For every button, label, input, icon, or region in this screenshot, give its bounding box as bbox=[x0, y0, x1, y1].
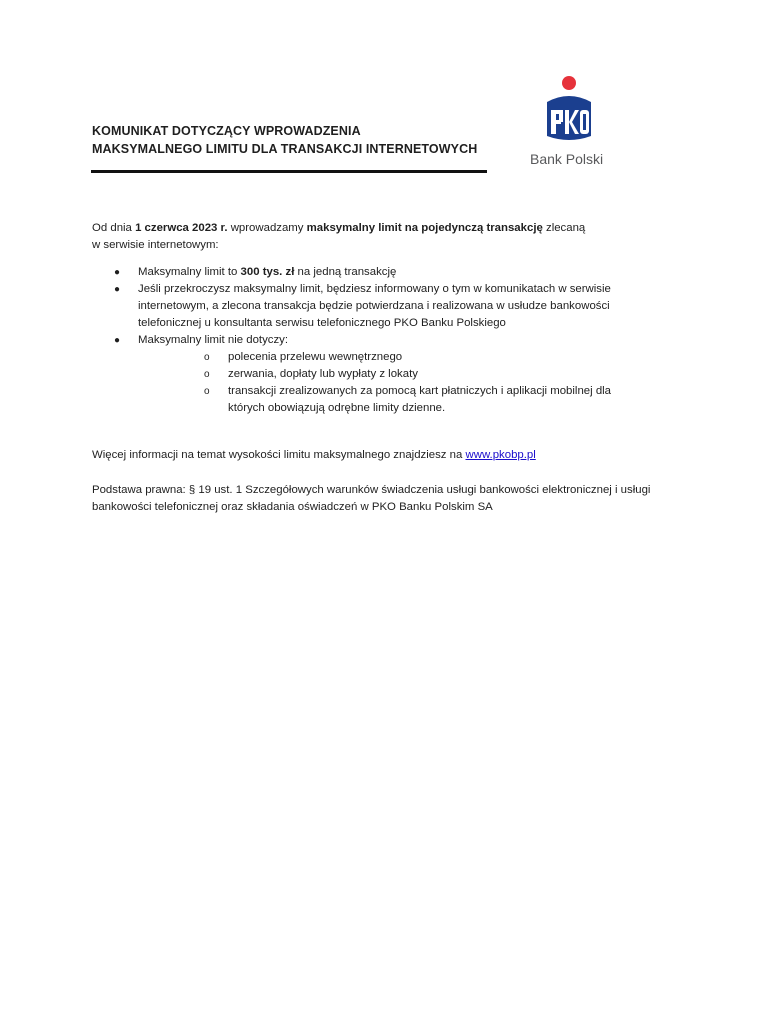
list-item-text: na jedną transakcję bbox=[294, 266, 397, 278]
sub-list-item bbox=[182, 383, 622, 417]
bullet-icon: ● bbox=[114, 335, 121, 346]
sub-list-item bbox=[182, 349, 622, 366]
intro-paragraph bbox=[92, 220, 672, 254]
intro-text: Od dnia bbox=[92, 222, 136, 234]
circle-bullet-icon: o bbox=[204, 386, 210, 397]
intro-limit: maksymalny limit na pojedynczą transakcję bbox=[306, 222, 543, 234]
title-underline bbox=[91, 170, 487, 173]
intro-text: w serwisie internetowym: bbox=[92, 239, 219, 251]
list-item bbox=[92, 264, 672, 281]
legal-basis-paragraph: Podstawa prawna: § 19 ust. 1 Szczegółowych warunków świadczenia usługi bankowości elektronicznej i usługi bankowości telefonicznej oraz składania oświadczeń w PKO Banku Polskim SA bbox=[92, 484, 651, 513]
list-item bbox=[92, 281, 672, 332]
brand-name: Bank Polski bbox=[530, 151, 604, 167]
list-item-text: Jeśli przekroczysz maksymalny limit, będziesz informowany o tym w komunikatach w serwisie internetowym, a zlecona transakcja będzie potwierdzana i realizowana w usłudze bankowości telefonicznej u konsultanta serwisu telefonicznego PKO Banku Polskiego bbox=[138, 283, 611, 329]
limit-amount: 300 tys. zł bbox=[240, 266, 295, 278]
page-title bbox=[92, 122, 492, 158]
title-line-2: MAKSYMALNEGO LIMITU DLA TRANSAKCJI INTERNETOWYCH bbox=[92, 142, 478, 156]
title-line-1: KOMUNIKAT DOTYCZĄCY WPROWADZENIA bbox=[92, 124, 361, 138]
list-item-text: Maksymalny limit nie dotyczy: bbox=[138, 334, 289, 346]
intro-date: 1 czerwca 2023 r. bbox=[135, 222, 228, 234]
more-info-paragraph bbox=[92, 447, 692, 464]
sub-list bbox=[182, 349, 622, 417]
list-item-text: Maksymalny limit to bbox=[138, 266, 241, 278]
circle-bullet-icon: o bbox=[204, 352, 210, 363]
bullet-list bbox=[92, 264, 672, 417]
sub-list-item-text: polecenia przelewu wewnętrznego bbox=[228, 351, 403, 363]
intro-text: wprowadzamy bbox=[227, 222, 307, 234]
logo-red-dot bbox=[562, 76, 576, 90]
list-item bbox=[92, 332, 672, 417]
intro-text: zlecaną bbox=[542, 222, 586, 234]
bullet-icon: ● bbox=[114, 267, 121, 278]
pkobp-link[interactable]: www.pkobp.pl bbox=[465, 449, 536, 461]
sub-list-item-text: zerwania, dopłaty lub wypłaty z lokaty bbox=[228, 368, 418, 380]
more-info-text: Więcej informacji na temat wysokości limitu maksymalnego znajdziesz na bbox=[92, 449, 466, 461]
sub-list-item bbox=[182, 366, 622, 383]
bullet-icon: ● bbox=[114, 284, 121, 295]
sub-list-item-text: transakcji zrealizowanych za pomocą kart płatniczych i aplikacji mobilnej dla których obowiązują odrębne limity dzienne. bbox=[228, 385, 612, 414]
circle-bullet-icon: o bbox=[204, 369, 210, 380]
